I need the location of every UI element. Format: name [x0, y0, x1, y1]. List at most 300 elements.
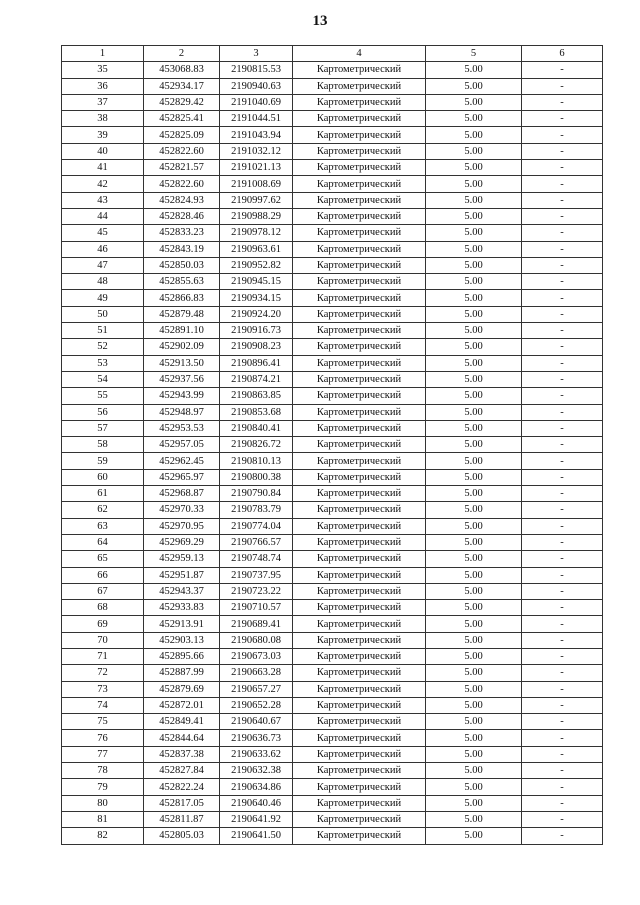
note-cell: -	[522, 388, 603, 404]
table-row	[62, 290, 603, 306]
note-cell: -	[522, 730, 603, 746]
method-cell: Картометрический	[293, 567, 426, 583]
method-cell: Картометрический	[293, 404, 426, 420]
y-coordinate-cell: 2190689.41	[220, 616, 293, 632]
table-row	[62, 192, 603, 208]
note-cell: -	[522, 241, 603, 257]
x-coordinate-cell: 452866.83	[144, 290, 220, 306]
note-cell: -	[522, 746, 603, 762]
accuracy-cell: 5.00	[426, 486, 522, 502]
y-coordinate-cell: 2190916.73	[220, 323, 293, 339]
accuracy-cell: 5.00	[426, 420, 522, 436]
y-coordinate-cell: 2190790.84	[220, 486, 293, 502]
note-cell: -	[522, 714, 603, 730]
accuracy-cell: 5.00	[426, 339, 522, 355]
method-cell: Картометрический	[293, 665, 426, 681]
point-number-cell: 78	[62, 763, 144, 779]
x-coordinate-cell: 452822.24	[144, 779, 220, 795]
note-cell: -	[522, 290, 603, 306]
table-row	[62, 143, 603, 159]
note-cell: -	[522, 111, 603, 127]
point-number-cell: 75	[62, 714, 144, 730]
x-coordinate-cell: 452833.23	[144, 225, 220, 241]
point-number-cell: 63	[62, 518, 144, 534]
method-cell: Картометрический	[293, 697, 426, 713]
table-row	[62, 388, 603, 404]
note-cell: -	[522, 437, 603, 453]
y-coordinate-cell: 2190652.28	[220, 697, 293, 713]
accuracy-cell: 5.00	[426, 714, 522, 730]
x-coordinate-cell: 452968.87	[144, 486, 220, 502]
note-cell: -	[522, 763, 603, 779]
point-number-cell: 73	[62, 681, 144, 697]
accuracy-cell: 5.00	[426, 176, 522, 192]
table-row	[62, 469, 603, 485]
method-cell: Картометрический	[293, 290, 426, 306]
accuracy-cell: 5.00	[426, 600, 522, 616]
table-row	[62, 257, 603, 273]
y-coordinate-cell: 2190663.28	[220, 665, 293, 681]
point-number-cell: 53	[62, 355, 144, 371]
accuracy-cell: 5.00	[426, 616, 522, 632]
note-cell: -	[522, 453, 603, 469]
accuracy-cell: 5.00	[426, 62, 522, 78]
x-coordinate-cell: 452811.87	[144, 811, 220, 827]
y-coordinate-cell: 2190934.15	[220, 290, 293, 306]
point-number-cell: 46	[62, 241, 144, 257]
table-row	[62, 486, 603, 502]
note-cell: -	[522, 697, 603, 713]
y-coordinate-cell: 2190815.53	[220, 62, 293, 78]
x-coordinate-cell: 452953.53	[144, 420, 220, 436]
method-cell: Картометрический	[293, 551, 426, 567]
table-row	[62, 811, 603, 827]
y-coordinate-cell: 2190908.23	[220, 339, 293, 355]
note-cell: -	[522, 486, 603, 502]
x-coordinate-cell: 452805.03	[144, 828, 220, 844]
y-coordinate-cell: 2190636.73	[220, 730, 293, 746]
note-cell: -	[522, 632, 603, 648]
y-coordinate-cell: 2190766.57	[220, 534, 293, 550]
x-coordinate-cell: 452829.42	[144, 94, 220, 110]
method-cell: Картометрический	[293, 828, 426, 844]
accuracy-cell: 5.00	[426, 583, 522, 599]
x-coordinate-cell: 452934.17	[144, 78, 220, 94]
column-header: 2	[144, 46, 220, 62]
point-number-cell: 79	[62, 779, 144, 795]
table-row	[62, 632, 603, 648]
point-number-cell: 44	[62, 208, 144, 224]
method-cell: Картометрический	[293, 420, 426, 436]
point-number-cell: 60	[62, 469, 144, 485]
y-coordinate-cell: 2190748.74	[220, 551, 293, 567]
note-cell: -	[522, 339, 603, 355]
point-number-cell: 74	[62, 697, 144, 713]
accuracy-cell: 5.00	[426, 763, 522, 779]
y-coordinate-cell: 2190737.95	[220, 567, 293, 583]
note-cell: -	[522, 143, 603, 159]
y-coordinate-cell: 2190641.50	[220, 828, 293, 844]
table-row	[62, 306, 603, 322]
accuracy-cell: 5.00	[426, 323, 522, 339]
table-row	[62, 534, 603, 550]
x-coordinate-cell: 452903.13	[144, 632, 220, 648]
table-row	[62, 225, 603, 241]
method-cell: Картометрический	[293, 502, 426, 518]
method-cell: Картометрический	[293, 274, 426, 290]
table-row	[62, 828, 603, 844]
method-cell: Картометрический	[293, 355, 426, 371]
point-number-cell: 38	[62, 111, 144, 127]
note-cell: -	[522, 534, 603, 550]
point-number-cell: 82	[62, 828, 144, 844]
x-coordinate-cell: 452943.37	[144, 583, 220, 599]
method-cell: Картометрический	[293, 795, 426, 811]
point-number-cell: 64	[62, 534, 144, 550]
method-cell: Картометрический	[293, 62, 426, 78]
point-number-cell: 55	[62, 388, 144, 404]
note-cell: -	[522, 681, 603, 697]
accuracy-cell: 5.00	[426, 453, 522, 469]
table-row	[62, 648, 603, 664]
accuracy-cell: 5.00	[426, 94, 522, 110]
x-coordinate-cell: 452970.95	[144, 518, 220, 534]
point-number-cell: 50	[62, 306, 144, 322]
point-number-cell: 40	[62, 143, 144, 159]
point-number-cell: 49	[62, 290, 144, 306]
point-number-cell: 35	[62, 62, 144, 78]
column-header: 4	[293, 46, 426, 62]
y-coordinate-cell: 2190710.57	[220, 600, 293, 616]
point-number-cell: 77	[62, 746, 144, 762]
x-coordinate-cell: 452943.99	[144, 388, 220, 404]
note-cell: -	[522, 274, 603, 290]
x-coordinate-cell: 452879.69	[144, 681, 220, 697]
table-row	[62, 420, 603, 436]
x-coordinate-cell: 452828.46	[144, 208, 220, 224]
method-cell: Картометрический	[293, 176, 426, 192]
method-cell: Картометрический	[293, 306, 426, 322]
y-coordinate-cell: 2190783.79	[220, 502, 293, 518]
point-number-cell: 37	[62, 94, 144, 110]
point-number-cell: 80	[62, 795, 144, 811]
y-coordinate-cell: 2190800.38	[220, 469, 293, 485]
accuracy-cell: 5.00	[426, 648, 522, 664]
point-number-cell: 68	[62, 600, 144, 616]
x-coordinate-cell: 452825.41	[144, 111, 220, 127]
x-coordinate-cell: 452822.60	[144, 176, 220, 192]
method-cell: Картометрический	[293, 225, 426, 241]
method-cell: Картометрический	[293, 616, 426, 632]
y-coordinate-cell: 2190774.04	[220, 518, 293, 534]
point-number-cell: 43	[62, 192, 144, 208]
column-header: 6	[522, 46, 603, 62]
x-coordinate-cell: 452824.93	[144, 192, 220, 208]
accuracy-cell: 5.00	[426, 811, 522, 827]
x-coordinate-cell: 452821.57	[144, 160, 220, 176]
method-cell: Картометрический	[293, 371, 426, 387]
y-coordinate-cell: 2190632.38	[220, 763, 293, 779]
y-coordinate-cell: 2190723.22	[220, 583, 293, 599]
point-number-cell: 56	[62, 404, 144, 420]
x-coordinate-cell: 452957.05	[144, 437, 220, 453]
y-coordinate-cell: 2190810.13	[220, 453, 293, 469]
point-number-cell: 81	[62, 811, 144, 827]
y-coordinate-cell: 2190945.15	[220, 274, 293, 290]
point-number-cell: 41	[62, 160, 144, 176]
table-row	[62, 714, 603, 730]
method-cell: Картометрический	[293, 339, 426, 355]
note-cell: -	[522, 779, 603, 795]
accuracy-cell: 5.00	[426, 208, 522, 224]
note-cell: -	[522, 371, 603, 387]
point-number-cell: 66	[62, 567, 144, 583]
note-cell: -	[522, 225, 603, 241]
method-cell: Картометрический	[293, 127, 426, 143]
method-cell: Картометрический	[293, 257, 426, 273]
table-row	[62, 453, 603, 469]
note-cell: -	[522, 192, 603, 208]
x-coordinate-cell: 452817.05	[144, 795, 220, 811]
y-coordinate-cell: 2190988.29	[220, 208, 293, 224]
y-coordinate-cell: 2190634.86	[220, 779, 293, 795]
note-cell: -	[522, 567, 603, 583]
point-number-cell: 67	[62, 583, 144, 599]
point-number-cell: 58	[62, 437, 144, 453]
column-header: 3	[220, 46, 293, 62]
method-cell: Картометрический	[293, 534, 426, 550]
point-number-cell: 51	[62, 323, 144, 339]
accuracy-cell: 5.00	[426, 795, 522, 811]
y-coordinate-cell: 2190896.41	[220, 355, 293, 371]
method-cell: Картометрический	[293, 143, 426, 159]
x-coordinate-cell: 452849.41	[144, 714, 220, 730]
table-row	[62, 355, 603, 371]
accuracy-cell: 5.00	[426, 371, 522, 387]
table-row	[62, 404, 603, 420]
y-coordinate-cell: 2190874.21	[220, 371, 293, 387]
accuracy-cell: 5.00	[426, 404, 522, 420]
note-cell: -	[522, 355, 603, 371]
table-row	[62, 94, 603, 110]
x-coordinate-cell: 452850.03	[144, 257, 220, 273]
page-number: 13	[312, 13, 328, 29]
method-cell: Картометрический	[293, 437, 426, 453]
x-coordinate-cell: 452948.97	[144, 404, 220, 420]
table-row	[62, 681, 603, 697]
method-cell: Картометрический	[293, 583, 426, 599]
point-number-cell: 36	[62, 78, 144, 94]
accuracy-cell: 5.00	[426, 469, 522, 485]
y-coordinate-cell: 2190680.08	[220, 632, 293, 648]
table-row	[62, 78, 603, 94]
method-cell: Картометрический	[293, 746, 426, 762]
column-header: 1	[62, 46, 144, 62]
y-coordinate-cell: 2191032.12	[220, 143, 293, 159]
table-row	[62, 274, 603, 290]
y-coordinate-cell: 2190826.72	[220, 437, 293, 453]
table-row	[62, 62, 603, 78]
point-number-cell: 54	[62, 371, 144, 387]
x-coordinate-cell: 452970.33	[144, 502, 220, 518]
x-coordinate-cell: 452913.91	[144, 616, 220, 632]
method-cell: Картометрический	[293, 518, 426, 534]
table-row	[62, 795, 603, 811]
table-row	[62, 241, 603, 257]
point-number-cell: 45	[62, 225, 144, 241]
x-coordinate-cell: 452825.09	[144, 127, 220, 143]
note-cell: -	[522, 469, 603, 485]
method-cell: Картометрический	[293, 94, 426, 110]
accuracy-cell: 5.00	[426, 746, 522, 762]
accuracy-cell: 5.00	[426, 567, 522, 583]
note-cell: -	[522, 404, 603, 420]
table-row	[62, 437, 603, 453]
table-row	[62, 518, 603, 534]
note-cell: -	[522, 176, 603, 192]
method-cell: Картометрический	[293, 388, 426, 404]
method-cell: Картометрический	[293, 208, 426, 224]
table-header-row	[62, 46, 603, 62]
y-coordinate-cell: 2190863.85	[220, 388, 293, 404]
y-coordinate-cell: 2190640.46	[220, 795, 293, 811]
y-coordinate-cell: 2190952.82	[220, 257, 293, 273]
table-row	[62, 665, 603, 681]
accuracy-cell: 5.00	[426, 143, 522, 159]
y-coordinate-cell: 2191008.69	[220, 176, 293, 192]
note-cell: -	[522, 127, 603, 143]
method-cell: Картометрический	[293, 681, 426, 697]
table-row	[62, 779, 603, 795]
method-cell: Картометрический	[293, 453, 426, 469]
table-row	[62, 208, 603, 224]
accuracy-cell: 5.00	[426, 192, 522, 208]
table-row	[62, 583, 603, 599]
column-header: 5	[426, 46, 522, 62]
x-coordinate-cell: 452872.01	[144, 697, 220, 713]
point-number-cell: 52	[62, 339, 144, 355]
table-row	[62, 502, 603, 518]
y-coordinate-cell: 2190997.62	[220, 192, 293, 208]
point-number-cell: 61	[62, 486, 144, 502]
note-cell: -	[522, 94, 603, 110]
x-coordinate-cell: 452855.63	[144, 274, 220, 290]
table-row	[62, 111, 603, 127]
note-cell: -	[522, 257, 603, 273]
x-coordinate-cell: 452933.83	[144, 600, 220, 616]
note-cell: -	[522, 600, 603, 616]
method-cell: Картометрический	[293, 763, 426, 779]
table-row	[62, 763, 603, 779]
accuracy-cell: 5.00	[426, 779, 522, 795]
x-coordinate-cell: 452822.60	[144, 143, 220, 159]
accuracy-cell: 5.00	[426, 437, 522, 453]
x-coordinate-cell: 452962.45	[144, 453, 220, 469]
table-row	[62, 746, 603, 762]
table-row	[62, 339, 603, 355]
accuracy-cell: 5.00	[426, 78, 522, 94]
point-number-cell: 69	[62, 616, 144, 632]
accuracy-cell: 5.00	[426, 828, 522, 844]
note-cell: -	[522, 795, 603, 811]
method-cell: Картометрический	[293, 600, 426, 616]
point-number-cell: 48	[62, 274, 144, 290]
x-coordinate-cell: 452887.99	[144, 665, 220, 681]
accuracy-cell: 5.00	[426, 730, 522, 746]
point-number-cell: 70	[62, 632, 144, 648]
accuracy-cell: 5.00	[426, 502, 522, 518]
table-row	[62, 567, 603, 583]
note-cell: -	[522, 208, 603, 224]
accuracy-cell: 5.00	[426, 355, 522, 371]
x-coordinate-cell: 452895.66	[144, 648, 220, 664]
note-cell: -	[522, 518, 603, 534]
table-row	[62, 616, 603, 632]
y-coordinate-cell: 2190640.67	[220, 714, 293, 730]
method-cell: Картометрический	[293, 241, 426, 257]
point-number-cell: 62	[62, 502, 144, 518]
y-coordinate-cell: 2191044.51	[220, 111, 293, 127]
note-cell: -	[522, 616, 603, 632]
accuracy-cell: 5.00	[426, 111, 522, 127]
method-cell: Картометрический	[293, 486, 426, 502]
accuracy-cell: 5.00	[426, 681, 522, 697]
note-cell: -	[522, 420, 603, 436]
accuracy-cell: 5.00	[426, 534, 522, 550]
note-cell: -	[522, 811, 603, 827]
note-cell: -	[522, 78, 603, 94]
x-coordinate-cell: 452965.97	[144, 469, 220, 485]
accuracy-cell: 5.00	[426, 665, 522, 681]
accuracy-cell: 5.00	[426, 274, 522, 290]
y-coordinate-cell: 2190633.62	[220, 746, 293, 762]
x-coordinate-cell: 453068.83	[144, 62, 220, 78]
accuracy-cell: 5.00	[426, 127, 522, 143]
note-cell: -	[522, 648, 603, 664]
method-cell: Картометрический	[293, 78, 426, 94]
note-cell: -	[522, 306, 603, 322]
accuracy-cell: 5.00	[426, 551, 522, 567]
table-row	[62, 323, 603, 339]
table-row	[62, 176, 603, 192]
table-row	[62, 600, 603, 616]
point-number-cell: 42	[62, 176, 144, 192]
method-cell: Картометрический	[293, 648, 426, 664]
point-number-cell: 59	[62, 453, 144, 469]
note-cell: -	[522, 502, 603, 518]
accuracy-cell: 5.00	[426, 257, 522, 273]
y-coordinate-cell: 2190963.61	[220, 241, 293, 257]
method-cell: Картометрический	[293, 111, 426, 127]
x-coordinate-cell: 452843.19	[144, 241, 220, 257]
y-coordinate-cell: 2191021.13	[220, 160, 293, 176]
x-coordinate-cell: 452959.13	[144, 551, 220, 567]
y-coordinate-cell: 2190940.63	[220, 78, 293, 94]
y-coordinate-cell: 2190673.03	[220, 648, 293, 664]
table-row	[62, 371, 603, 387]
accuracy-cell: 5.00	[426, 697, 522, 713]
accuracy-cell: 5.00	[426, 225, 522, 241]
method-cell: Картометрический	[293, 730, 426, 746]
method-cell: Картометрический	[293, 323, 426, 339]
note-cell: -	[522, 160, 603, 176]
note-cell: -	[522, 323, 603, 339]
x-coordinate-cell: 452902.09	[144, 339, 220, 355]
y-coordinate-cell: 2191043.94	[220, 127, 293, 143]
y-coordinate-cell: 2190840.41	[220, 420, 293, 436]
accuracy-cell: 5.00	[426, 518, 522, 534]
x-coordinate-cell: 452913.50	[144, 355, 220, 371]
